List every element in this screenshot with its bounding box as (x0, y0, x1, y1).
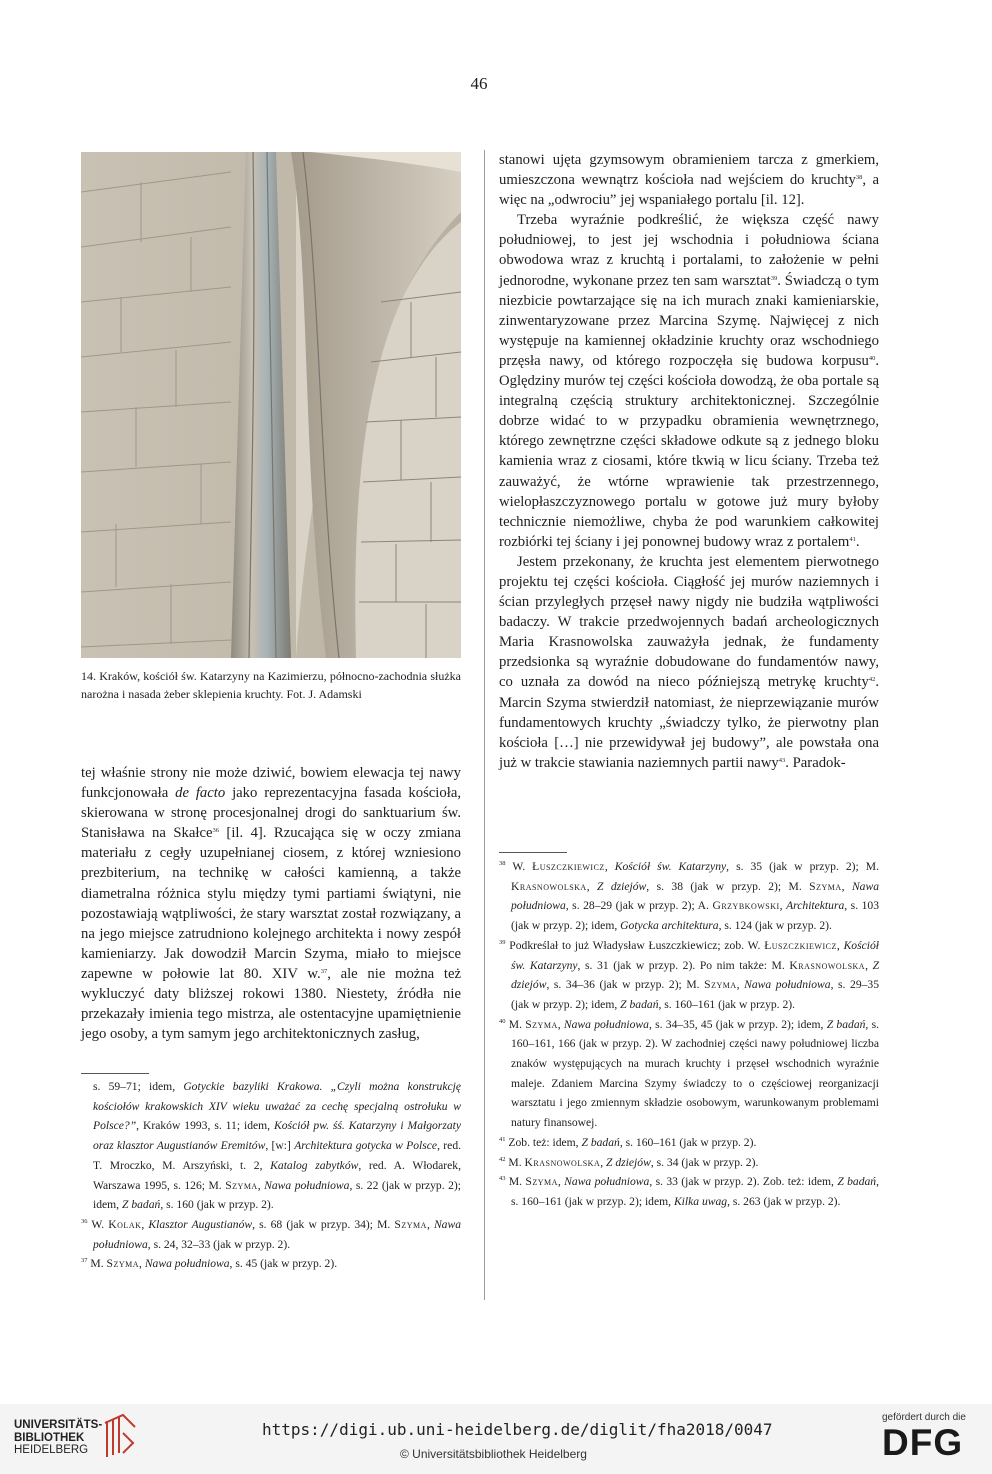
right-footnotes (499, 857, 879, 1212)
footnote-rule-right (499, 852, 567, 853)
left-column-text: tej właśnie strony nie może dziwić, bowiem elewacja tej nawy funkcjonowała de facto jako reprezentacyjna fasada kościoła, skierowana w stronę procesjonalnej drogi do sanktuarium św. Stanisława na Skałce$^{36}$ [il. 4]. Rzucająca się w oczy zmiana materiału z cegły uzupełnianej ciosem, z której wzniesiono prezbiterium, na technikę w całości kamienną, a także diametralna różnica stylu między tymi partiami świątyni, nie pozostawiają wątpliwości, że stary warsztat został rozwiązany, a na jego miejsce zatrudniono kolejnego architekta i nowy zespół kamieniarzy. Jak dowodził Marcin Szyma, miało to miejsce zapewne w połowie lat 80. XIV w.$^{37}$, ale nie można też wykluczyć daty bliższej rokowi 1380. Niestety, źródła nie przekazały imienia tego mistrza, ale ostentacyjne upamiętnienie jego osoby, a tym samym jego architektonicznych zasług, (81, 765, 462, 1043)
right-column-text: stanowi ujęta gzymsowym obramieniem tarcza z gmerkiem, umieszczona wewnątrz kościoła nad wejściem do kruchty$^{38}$, a więc na „odwrociu” jej wspaniałego portalu [il. 12]. Trzeba wyraźnie podkreślić, że większa część nawy południowej, to jest jej wschodnia i południowa ściana obwodowa wraz z kruchtą i portalami, to założenie w pełni jednorodne, wykonane przez ten sam warsztat$^{39}$. Świadczą o tym niezbicie powtarzające się na ich murach znaki kamieniarskie, zinwentaryzowane przez Marcina Szymę. Najwięcej z nich występuje na kamiennej okładzinie kruchty oraz wschodniego przęsła nawy, od którego rozpoczęła się budowa korpusu$^{40}$. Oględziny murów tej części kościoła dowodzą, że oba portale są integralną częścią struktury architektonicznej. Szczególnie dobrze widać to w przypadku obramienia wewnętrznego, którego zewnętrzne części składowe odkute są z jednego bloku kamienia wraz z ciosami, które tkwią w licu ściany. Trzeba też zauważyć, że wtórne wprawienie tak przestrzennego, wielopłaszczyznowego portalu w gotowe już mury byłoby technicznie niemożliwe, chyba że pod warunkiem całkowitej rozbiórki tej ściany i jej ponownej budowy wraz z portalem$^{41}$. Jestem przekonany, że kruchta jest elementem pierwotnego projektu tej części kościoła. Ciągłość jej murów naziemnych i ścian przyległych przęseł nawy nigdy nie budziła wątpliwości badaczy. W trakcie przedwojennych badań archeologicznych Maria Krasnowolska zauważyła jednak, że fundamenty przedsionka są wyraźnie dobudowane do fundamentów nawy, co uznała za dowód na nieco późniejszą metrykę kruchty$^{42}$. Marcin Szyma stwierdził natomiast, że nieprzewiązanie murów fundamentowych kruchty „świadczy tylko, że pierwotny plan kościoła […] nie przewidywał jej budowy”, ale powstała ona już w trakcie stawiania naziemnych partii nawy$^{43}$. Paradok- (499, 152, 880, 771)
footnote-36: $^{36}$ W. Kolak, Klasztor Augustianów, s. 68 (jak w przyp. 34); M. Szyma, Nawa południowa, s. 24, 32–33 (jak w przyp. 2). (81, 1217, 461, 1251)
footnote-42: $^{42}$ M. Krasnowolska, Z dziejów, s. 34 (jak w przyp. 2). (499, 1155, 759, 1169)
page-url-link[interactable]: https://digi.ub.uni-heidelberg.de/diglit/fha2018/0047 (262, 1420, 773, 1439)
column-divider (484, 150, 485, 1300)
footnote-41: $^{41}$ Zob. też: idem, Z badań, s. 160–161 (jak w przyp. 2). (499, 1135, 757, 1149)
funder-label: gefördert durch die (882, 1412, 966, 1423)
library-logo-icon[interactable] (103, 1413, 137, 1459)
copyright-notice: © Universitätsbibliothek Heidelberg (400, 1447, 587, 1461)
footnote-rule-left (81, 1073, 149, 1074)
library-line-3: HEIDELBERG (14, 1444, 89, 1456)
footer-bar (0, 1404, 992, 1474)
dfg-logo[interactable] (882, 1412, 966, 1463)
footnote-43: $^{43}$ M. Szyma, Nawa południowa, s. 33 (jak w przyp. 2). Zob. też: idem, Z badań, s. 160–161 (jak w przyp. 2); idem, Kilka uwag, s. 263 (jak w przyp. 2). (499, 1175, 879, 1208)
left-footnotes (81, 1077, 461, 1274)
library-logo-text[interactable] (14, 1419, 102, 1457)
footnote-39: $^{39}$ Podkreślał to już Władysław Łuszczkiewicz; zob. W. Łuszczkiewicz, Kościół św. Katarzyny, s. 31 (jak w przyp. 2). Po nim także: M. Krasnowolska, Z dziejów, s. 34–36 (jak w przyp. 2); M. Szyma, Nawa południowa, s. 29–35 (jak w przyp. 2); idem, Z badań, s. 160–161 (jak w przyp. 2). (499, 938, 880, 1011)
dfg-wordmark: DFG (882, 1422, 964, 1463)
library-line-2: BIBLIOTHEK (14, 1431, 85, 1444)
footnote-continuation: s. 59–71; idem, Gotyckie bazyliki Krakowa. „Czyli można konstrukcję kościołów krakowskich XIV wieku uważać za cechę specjalną ostrołuku w Polsce?”, Kraków 1993, s. 11; idem, Kościół pw. śś. Katarzyny i Małgorzaty oraz klasztor Augustianów Eremitów, [w:] Architektura gotycka w Polsce, red. T. Mroczko, M. Arszyński, t. 2, Katalog zabytków, red. A. Włodarek, Warszawa 1995, s. 126; M. Szyma, Nawa południowa, s. 22 (jak w przyp. 2); idem, Z badań, s. 160 (jak w przyp. 2). (93, 1080, 462, 1212)
figure-caption: 14. Kraków, kościół św. Katarzyny na Kazimierzu, północno-zachodnia służka narożna i nasada żeber sklepienia kruchty. Fot. J. Adamski (81, 669, 461, 701)
page-number: 46 (470, 74, 488, 93)
footnote-40: $^{40}$ M. Szyma, Nawa południowa, s. 34–35, 45 (jak w przyp. 2); idem, Z badań, s. 160–161, 166 (jak w przyp. 2). W zachodniej części nawy południowej liczba znaków występujących na murach kruchty i przęseł wschodnich wyraźnie maleje. Zdaniem Marcina Szymy świadczy to o częściowej reorganizacji warsztatu i jego zmiennym składzie osobowym, warunkowanym problemami natury finansowej. (499, 1017, 879, 1130)
gothic-vault-photo (81, 152, 461, 658)
figure-photo (81, 152, 461, 658)
footnote-38: $^{38}$ W. Łuszczkiewicz, Kościół św. Katarzyny, s. 35 (jak w przyp. 2); M. Krasnowolska, Z dziejów, s. 38 (jak w przyp. 2); M. Szyma, Nawa południowa, s. 28–29 (jak w przyp. 2); A. Grzybkowski, Architektura, s. 103 (jak w przyp. 2); idem, Gotycka architektura, s. 124 (jak w przyp. 2). (499, 860, 880, 933)
footnote-37: $^{37}$ M. Szyma, Nawa południowa, s. 45 (jak w przyp. 2). (81, 1257, 338, 1271)
library-line-1: UNIVERSITÄTS- (14, 1419, 103, 1431)
